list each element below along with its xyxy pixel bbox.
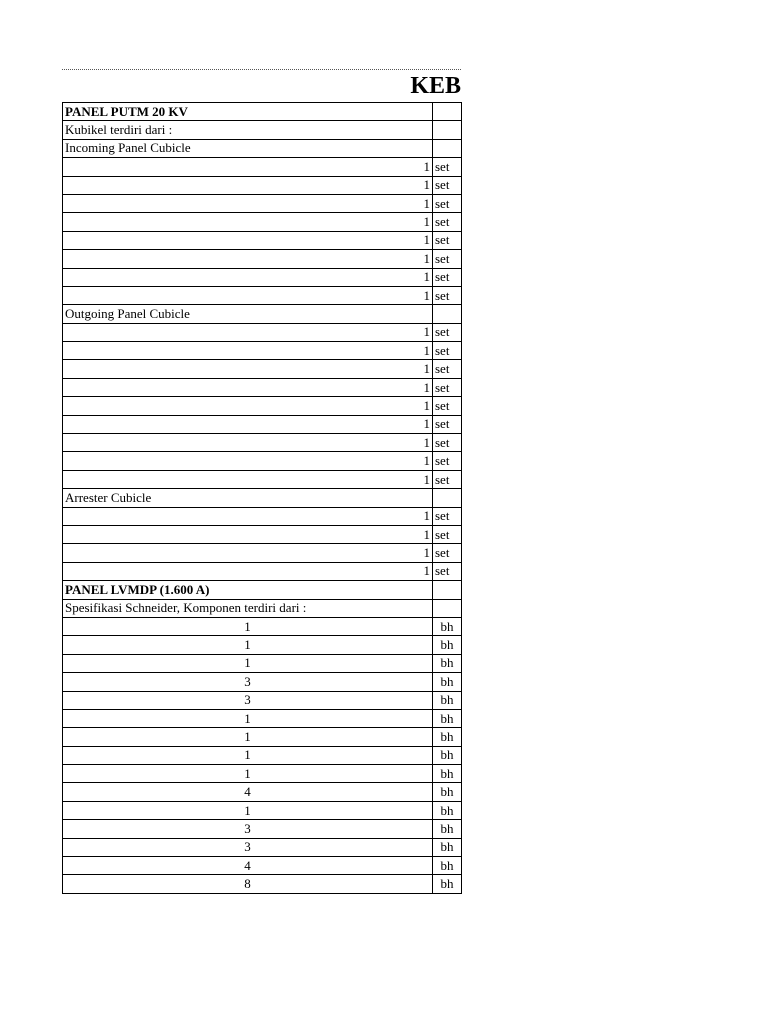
unit-cell: bh xyxy=(433,838,462,856)
quantity-cell: 3 xyxy=(63,820,433,838)
quantity-cell: 1 xyxy=(63,709,433,727)
table-row xyxy=(63,103,462,121)
table-row xyxy=(63,636,462,654)
quantity-cell: 1 xyxy=(63,342,433,360)
quantity-cell: 1 xyxy=(63,434,433,452)
quantity-cell: 3 xyxy=(63,673,433,691)
row-label: Incoming Panel Cubicle xyxy=(63,139,433,157)
unit-cell: set xyxy=(433,158,462,176)
table-row xyxy=(63,121,462,139)
row-label: Outgoing Panel Cubicle xyxy=(63,305,433,323)
table-row xyxy=(63,489,462,507)
unit-cell-empty xyxy=(433,489,462,507)
table-row xyxy=(63,250,462,268)
table-row xyxy=(63,838,462,856)
unit-cell: set xyxy=(433,176,462,194)
unit-cell: set xyxy=(433,507,462,525)
quantity-cell: 8 xyxy=(63,875,433,893)
unit-cell: set xyxy=(433,342,462,360)
table-row xyxy=(63,857,462,875)
unit-cell: set xyxy=(433,378,462,396)
unit-cell: bh xyxy=(433,636,462,654)
unit-cell: bh xyxy=(433,820,462,838)
section-heading: PANEL PUTM 20 KV xyxy=(63,103,433,121)
table-row xyxy=(63,507,462,525)
table-row xyxy=(63,286,462,304)
quantity-cell: 1 xyxy=(63,728,433,746)
quantity-cell: 1 xyxy=(63,544,433,562)
table-row xyxy=(63,875,462,893)
unit-cell: set xyxy=(433,250,462,268)
table-row xyxy=(63,765,462,783)
unit-cell: set xyxy=(433,323,462,341)
table-row xyxy=(63,194,462,212)
quantity-cell: 1 xyxy=(63,360,433,378)
unit-cell: set xyxy=(433,286,462,304)
quantity-cell: 1 xyxy=(63,507,433,525)
unit-cell: set xyxy=(433,231,462,249)
quantity-cell: 1 xyxy=(63,470,433,488)
table-row xyxy=(63,434,462,452)
quantity-cell: 1 xyxy=(63,452,433,470)
unit-cell: set xyxy=(433,397,462,415)
row-label: Spesifikasi Schneider, Komponen terdiri dari : xyxy=(63,599,433,617)
quantity-cell: 1 xyxy=(63,636,433,654)
quantity-cell: 1 xyxy=(63,213,433,231)
quantity-cell: 1 xyxy=(63,268,433,286)
unit-cell: bh xyxy=(433,801,462,819)
unit-cell-empty xyxy=(433,103,462,121)
table-row xyxy=(63,544,462,562)
unit-cell: bh xyxy=(433,746,462,764)
unit-cell-empty xyxy=(433,599,462,617)
page-header-dotted-rule xyxy=(62,69,461,70)
quantity-cell: 1 xyxy=(63,525,433,543)
quantity-cell: 4 xyxy=(63,783,433,801)
unit-cell: bh xyxy=(433,691,462,709)
unit-cell-empty xyxy=(433,139,462,157)
quantity-cell: 1 xyxy=(63,194,433,212)
unit-cell: set xyxy=(433,213,462,231)
table-row xyxy=(63,562,462,580)
unit-cell: set xyxy=(433,360,462,378)
quantity-cell: 1 xyxy=(63,176,433,194)
table-row xyxy=(63,820,462,838)
unit-cell: bh xyxy=(433,709,462,727)
quantity-cell: 1 xyxy=(63,323,433,341)
unit-cell: bh xyxy=(433,673,462,691)
unit-cell: set xyxy=(433,452,462,470)
table-row xyxy=(63,673,462,691)
unit-cell: set xyxy=(433,415,462,433)
unit-cell: set xyxy=(433,544,462,562)
table-row xyxy=(63,746,462,764)
unit-cell: set xyxy=(433,525,462,543)
quantity-cell: 1 xyxy=(63,801,433,819)
quantity-cell: 1 xyxy=(63,654,433,672)
quantity-cell: 1 xyxy=(63,617,433,635)
table-row xyxy=(63,801,462,819)
quantity-cell: 1 xyxy=(63,286,433,304)
table-row xyxy=(63,158,462,176)
unit-cell: bh xyxy=(433,783,462,801)
unit-cell: set xyxy=(433,562,462,580)
table-row xyxy=(63,139,462,157)
unit-cell: bh xyxy=(433,654,462,672)
unit-cell-empty xyxy=(433,121,462,139)
table-row xyxy=(63,360,462,378)
unit-cell: bh xyxy=(433,875,462,893)
section-heading: PANEL LVMDP (1.600 A) xyxy=(63,581,433,599)
quantity-cell: 1 xyxy=(63,746,433,764)
table-row xyxy=(63,581,462,599)
table-row xyxy=(63,213,462,231)
table-row xyxy=(63,231,462,249)
table-row xyxy=(63,617,462,635)
bill-of-quantities-table xyxy=(62,102,462,894)
row-label: Kubikel terdiri dari : xyxy=(63,121,433,139)
table-row xyxy=(63,599,462,617)
unit-cell-empty xyxy=(433,305,462,323)
row-label: Arrester Cubicle xyxy=(63,489,433,507)
table-row xyxy=(63,415,462,433)
unit-cell-empty xyxy=(433,581,462,599)
quantity-cell: 1 xyxy=(63,250,433,268)
unit-cell: bh xyxy=(433,728,462,746)
quantity-cell: 1 xyxy=(63,415,433,433)
table-row xyxy=(63,342,462,360)
unit-cell: bh xyxy=(433,857,462,875)
table-row xyxy=(63,709,462,727)
quantity-cell: 1 xyxy=(63,231,433,249)
table-row xyxy=(63,525,462,543)
table-row xyxy=(63,378,462,396)
quantity-cell: 3 xyxy=(63,691,433,709)
table-row xyxy=(63,176,462,194)
table-row xyxy=(63,470,462,488)
document-title: KEB xyxy=(410,73,461,99)
table-row xyxy=(63,268,462,286)
unit-cell: set xyxy=(433,470,462,488)
table-row xyxy=(63,323,462,341)
quantity-cell: 1 xyxy=(63,378,433,396)
table-row xyxy=(63,305,462,323)
quantity-cell: 1 xyxy=(63,158,433,176)
unit-cell: set xyxy=(433,268,462,286)
table-row xyxy=(63,397,462,415)
unit-cell: bh xyxy=(433,765,462,783)
quantity-cell: 1 xyxy=(63,397,433,415)
quantity-cell: 1 xyxy=(63,562,433,580)
table-row xyxy=(63,728,462,746)
unit-cell: bh xyxy=(433,617,462,635)
table-row xyxy=(63,654,462,672)
table-row xyxy=(63,691,462,709)
unit-cell: set xyxy=(433,194,462,212)
quantity-cell: 3 xyxy=(63,838,433,856)
quantity-cell: 1 xyxy=(63,765,433,783)
table-row xyxy=(63,452,462,470)
quantity-cell: 4 xyxy=(63,857,433,875)
table-row xyxy=(63,783,462,801)
table-body xyxy=(63,103,462,894)
unit-cell: set xyxy=(433,434,462,452)
